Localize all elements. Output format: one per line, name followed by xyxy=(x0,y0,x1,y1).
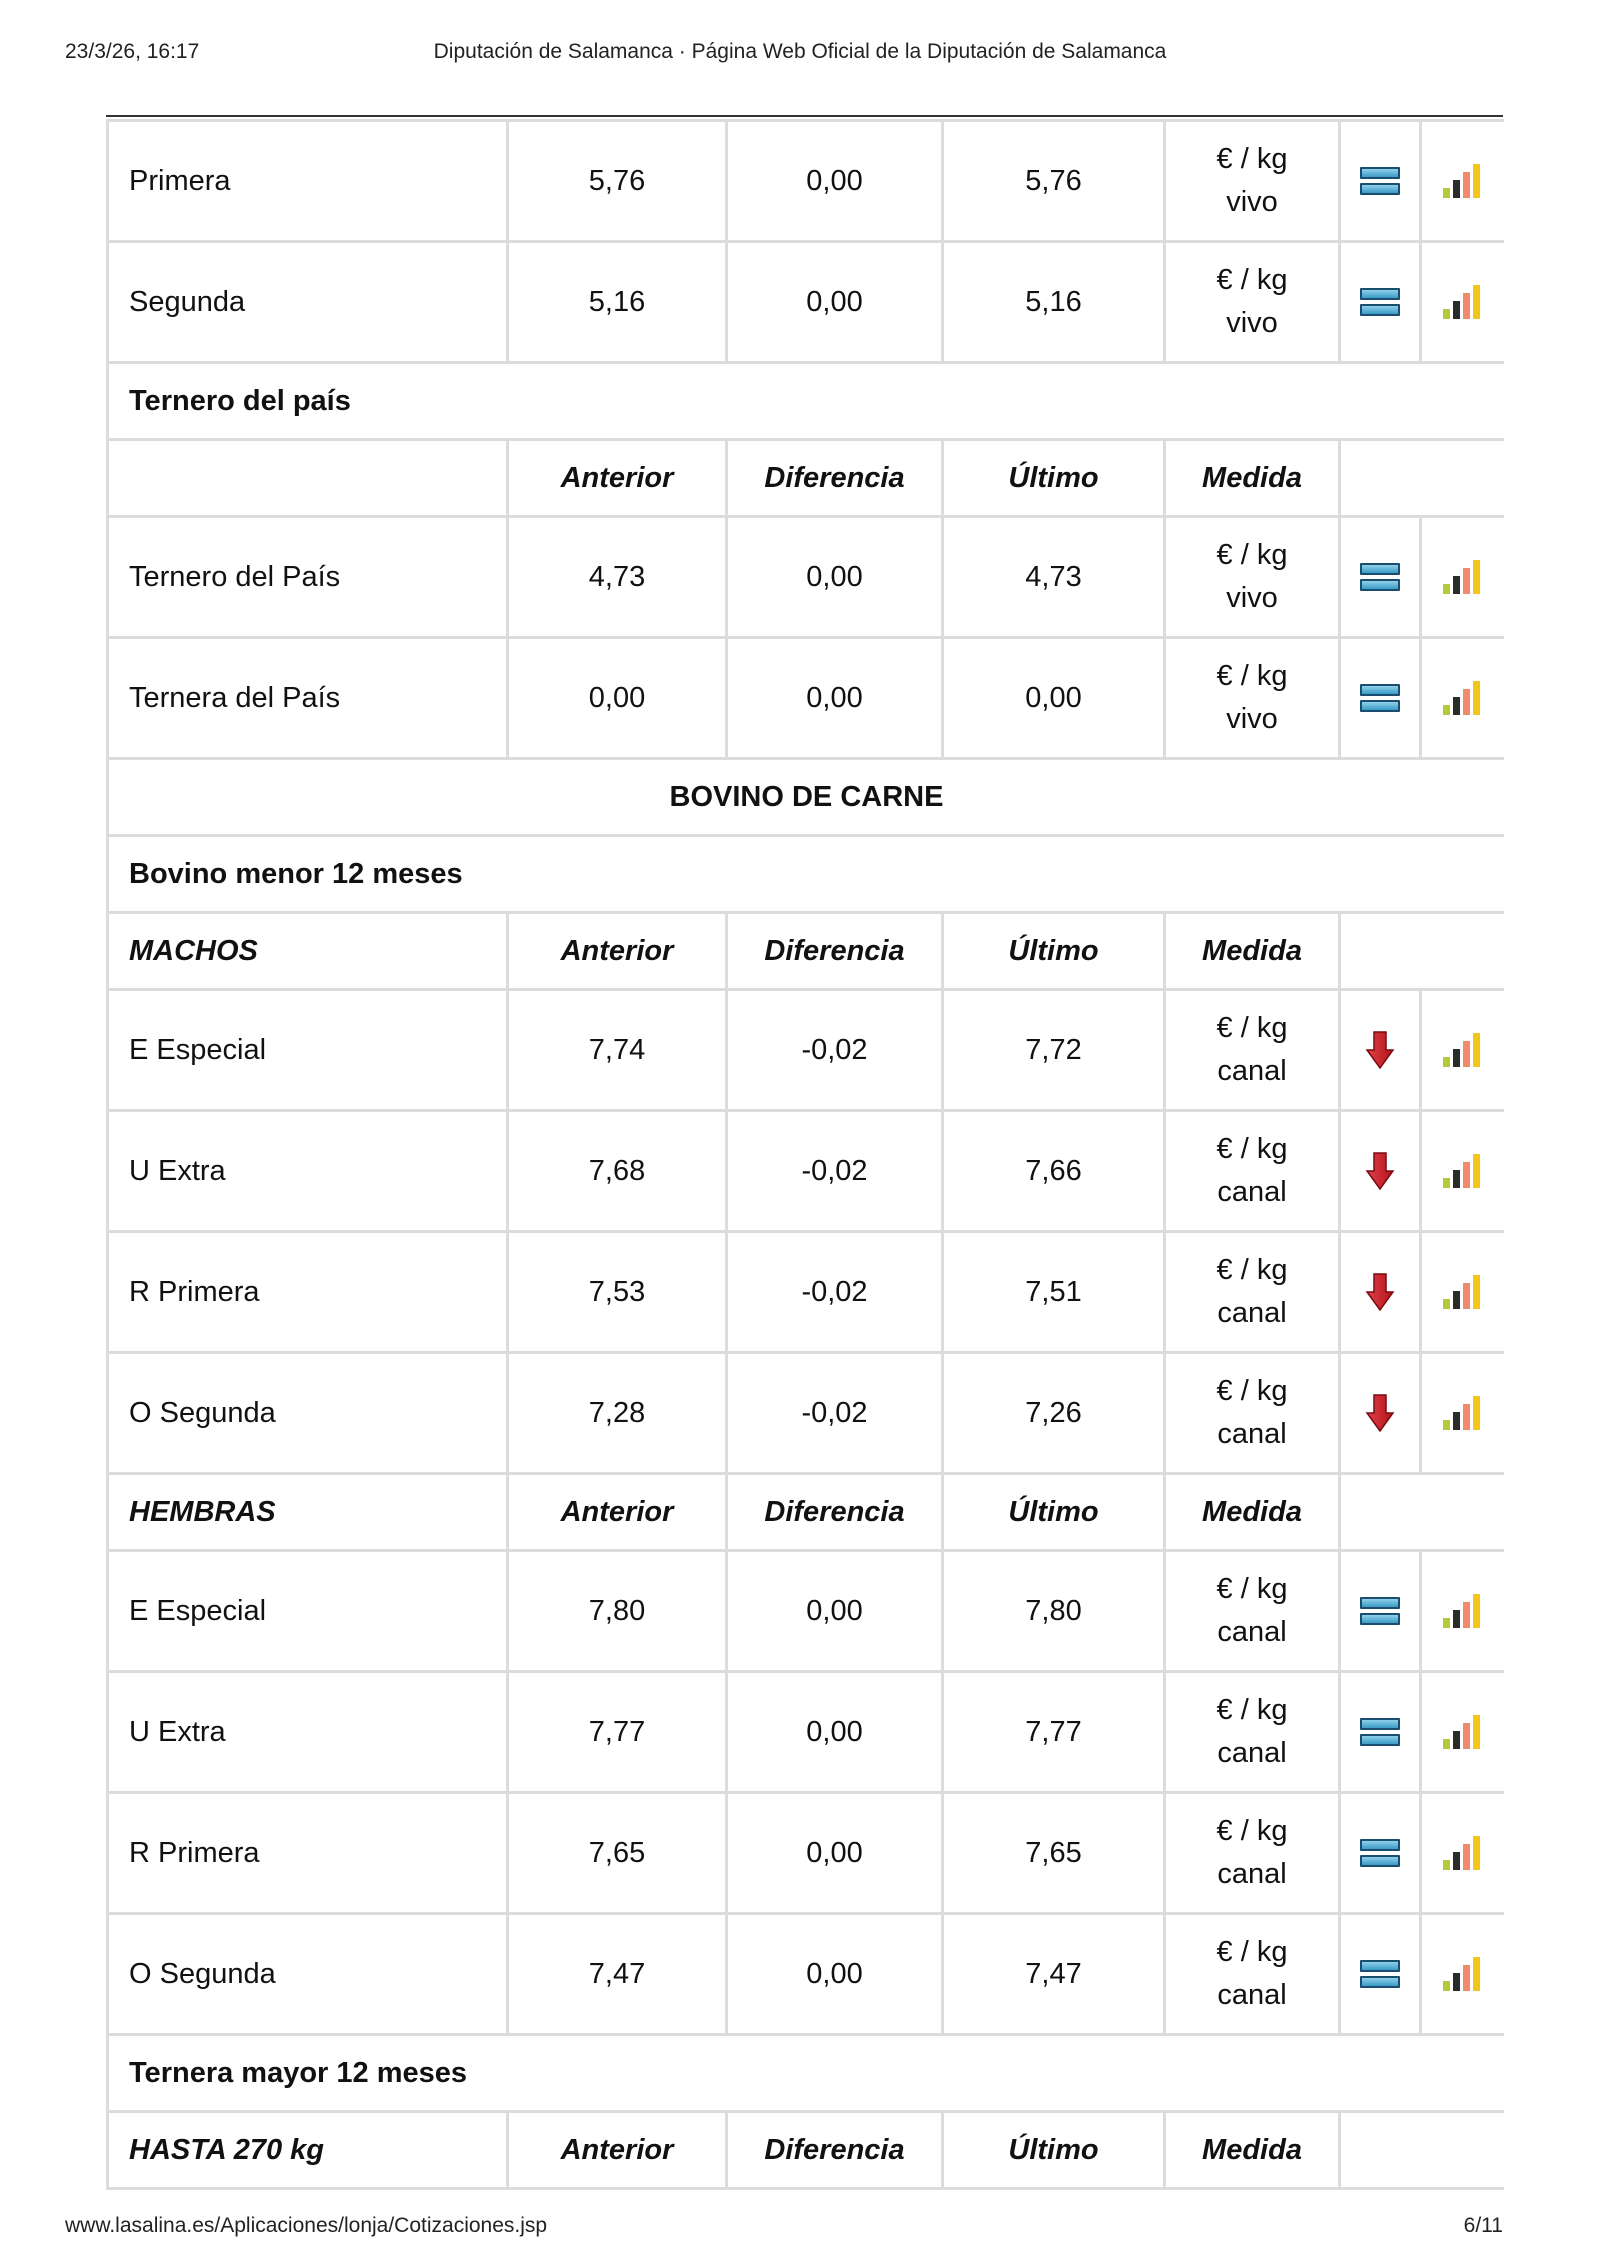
unit-of-measure xyxy=(1165,242,1340,363)
unit-of-measure xyxy=(1165,517,1340,638)
table-top-border xyxy=(106,115,1503,117)
group-label xyxy=(108,440,508,517)
price-row xyxy=(108,1793,1505,1914)
quotations-table-body xyxy=(108,121,1505,2189)
product-name: O Segunda xyxy=(108,1914,508,2035)
chart-link-cell[interactable] xyxy=(1421,638,1505,759)
latest-price: 5,76 xyxy=(943,121,1165,242)
product-name: Primera xyxy=(108,121,508,242)
product-name: E Especial xyxy=(108,1551,508,1672)
price-history-chart-icon[interactable] xyxy=(1441,1394,1485,1432)
section-row xyxy=(108,2035,1505,2112)
trend-cell xyxy=(1340,517,1421,638)
column-header-row xyxy=(108,913,1505,990)
price-difference: 0,00 xyxy=(727,242,943,363)
unit-currency: € / kg xyxy=(1216,1936,1288,1968)
price-difference: -0,02 xyxy=(727,1111,943,1232)
stable-trend-icon xyxy=(1360,1596,1400,1628)
unit-currency: € / kg xyxy=(1216,1012,1288,1044)
print-datetime: 23/3/26, 16:17 xyxy=(65,40,200,63)
price-row xyxy=(108,1672,1505,1793)
unit-of-measure xyxy=(1165,1111,1340,1232)
category-title: BOVINO DE CARNE xyxy=(108,759,1505,836)
trend-cell xyxy=(1340,638,1421,759)
price-difference: -0,02 xyxy=(727,1232,943,1353)
header-latest: Último xyxy=(943,1474,1165,1551)
price-history-chart-icon[interactable] xyxy=(1441,1031,1485,1069)
unit-basis: canal xyxy=(1217,1616,1287,1648)
price-history-chart-icon[interactable] xyxy=(1441,283,1485,321)
unit-basis: canal xyxy=(1217,1737,1287,1769)
product-name: R Primera xyxy=(108,1793,508,1914)
section-title: Bovino menor 12 meses xyxy=(108,836,1505,913)
stable-trend-icon xyxy=(1360,683,1400,715)
chart-link-cell[interactable] xyxy=(1421,1551,1505,1672)
unit-of-measure xyxy=(1165,1914,1340,2035)
stable-trend-icon xyxy=(1360,1838,1400,1870)
previous-price: 7,47 xyxy=(508,1914,727,2035)
unit-currency: € / kg xyxy=(1216,1133,1288,1165)
section-row xyxy=(108,836,1505,913)
latest-price: 7,65 xyxy=(943,1793,1165,1914)
chart-link-cell[interactable] xyxy=(1421,990,1505,1111)
header-difference: Diferencia xyxy=(727,1474,943,1551)
header-latest: Último xyxy=(943,913,1165,990)
down-arrow-icon xyxy=(1365,1030,1395,1070)
chart-link-cell[interactable] xyxy=(1421,121,1505,242)
chart-link-cell[interactable] xyxy=(1421,242,1505,363)
previous-price: 5,16 xyxy=(508,242,727,363)
group-label: HEMBRAS xyxy=(108,1474,508,1551)
price-history-chart-icon[interactable] xyxy=(1441,679,1485,717)
price-history-chart-icon[interactable] xyxy=(1441,162,1485,200)
quotations-table-container xyxy=(106,119,1504,2190)
trend-cell xyxy=(1340,1793,1421,1914)
price-row xyxy=(108,1353,1505,1474)
latest-price: 0,00 xyxy=(943,638,1165,759)
header-measure: Medida xyxy=(1165,913,1340,990)
column-header-row xyxy=(108,1474,1505,1551)
section-title: Ternero del país xyxy=(108,363,1505,440)
price-difference: 0,00 xyxy=(727,517,943,638)
print-header xyxy=(0,40,1600,70)
price-row xyxy=(108,1551,1505,1672)
quotations-table xyxy=(106,119,1504,2190)
product-name: Ternera del País xyxy=(108,638,508,759)
chart-link-cell[interactable] xyxy=(1421,1672,1505,1793)
chart-link-cell[interactable] xyxy=(1421,1232,1505,1353)
unit-basis: canal xyxy=(1217,1979,1287,2011)
header-empty xyxy=(1340,1474,1505,1551)
unit-basis: canal xyxy=(1217,1055,1287,1087)
trend-cell xyxy=(1340,1551,1421,1672)
header-empty xyxy=(1340,913,1505,990)
price-difference: 0,00 xyxy=(727,121,943,242)
chart-link-cell[interactable] xyxy=(1421,517,1505,638)
price-row xyxy=(108,242,1505,363)
unit-of-measure xyxy=(1165,1232,1340,1353)
chart-link-cell[interactable] xyxy=(1421,1793,1505,1914)
unit-currency: € / kg xyxy=(1216,143,1288,175)
unit-of-measure xyxy=(1165,121,1340,242)
price-row xyxy=(108,1914,1505,2035)
product-name: Ternero del País xyxy=(108,517,508,638)
previous-price: 7,74 xyxy=(508,990,727,1111)
previous-price: 4,73 xyxy=(508,517,727,638)
unit-basis: vivo xyxy=(1226,186,1278,218)
down-arrow-icon xyxy=(1365,1272,1395,1312)
product-name: O Segunda xyxy=(108,1353,508,1474)
header-measure: Medida xyxy=(1165,1474,1340,1551)
header-difference: Diferencia xyxy=(727,440,943,517)
header-measure: Medida xyxy=(1165,440,1340,517)
header-empty xyxy=(1340,2112,1505,2189)
header-empty xyxy=(1340,440,1505,517)
header-measure: Medida xyxy=(1165,2112,1340,2189)
header-difference: Diferencia xyxy=(727,2112,943,2189)
previous-price: 7,28 xyxy=(508,1353,727,1474)
header-latest: Último xyxy=(943,2112,1165,2189)
trend-cell xyxy=(1340,1111,1421,1232)
trend-cell xyxy=(1340,1232,1421,1353)
unit-basis: canal xyxy=(1217,1858,1287,1890)
latest-price: 5,16 xyxy=(943,242,1165,363)
trend-cell xyxy=(1340,121,1421,242)
price-history-chart-icon[interactable] xyxy=(1441,1152,1485,1190)
trend-cell xyxy=(1340,242,1421,363)
previous-price: 7,65 xyxy=(508,1793,727,1914)
price-difference: 0,00 xyxy=(727,1793,943,1914)
unit-of-measure xyxy=(1165,638,1340,759)
section-row xyxy=(108,363,1505,440)
unit-of-measure xyxy=(1165,1672,1340,1793)
stable-trend-icon xyxy=(1360,287,1400,319)
trend-cell xyxy=(1340,1914,1421,2035)
unit-currency: € / kg xyxy=(1216,1254,1288,1286)
unit-basis: vivo xyxy=(1226,703,1278,735)
price-row xyxy=(108,990,1505,1111)
price-difference: -0,02 xyxy=(727,1353,943,1474)
column-header-row xyxy=(108,440,1505,517)
chart-link-cell[interactable] xyxy=(1421,1353,1505,1474)
category-row xyxy=(108,759,1505,836)
header-previous: Anterior xyxy=(508,1474,727,1551)
latest-price: 7,26 xyxy=(943,1353,1165,1474)
section-title: Ternera mayor 12 meses xyxy=(108,2035,1505,2112)
stable-trend-icon xyxy=(1360,166,1400,198)
unit-currency: € / kg xyxy=(1216,1815,1288,1847)
product-name: Segunda xyxy=(108,242,508,363)
price-difference: 0,00 xyxy=(727,638,943,759)
print-footer xyxy=(0,2214,1600,2244)
unit-of-measure xyxy=(1165,1793,1340,1914)
price-difference: 0,00 xyxy=(727,1914,943,2035)
unit-currency: € / kg xyxy=(1216,1694,1288,1726)
latest-price: 7,47 xyxy=(943,1914,1165,2035)
unit-of-measure xyxy=(1165,1551,1340,1672)
print-url: www.lasalina.es/Aplicaciones/lonja/Cotizaciones.jsp xyxy=(65,2214,548,2237)
header-previous: Anterior xyxy=(508,2112,727,2189)
unit-currency: € / kg xyxy=(1216,1573,1288,1605)
stable-trend-icon xyxy=(1360,1959,1400,1991)
unit-currency: € / kg xyxy=(1216,1375,1288,1407)
trend-cell xyxy=(1340,1672,1421,1793)
trend-cell xyxy=(1340,990,1421,1111)
latest-price: 7,80 xyxy=(943,1551,1165,1672)
product-name: U Extra xyxy=(108,1672,508,1793)
unit-basis: vivo xyxy=(1226,307,1278,339)
previous-price: 7,68 xyxy=(508,1111,727,1232)
previous-price: 7,77 xyxy=(508,1672,727,1793)
stable-trend-icon xyxy=(1360,562,1400,594)
unit-currency: € / kg xyxy=(1216,264,1288,296)
price-difference: -0,02 xyxy=(727,990,943,1111)
unit-basis: canal xyxy=(1217,1297,1287,1329)
price-row xyxy=(108,1232,1505,1353)
stable-trend-icon xyxy=(1360,1717,1400,1749)
price-row xyxy=(108,121,1505,242)
latest-price: 7,66 xyxy=(943,1111,1165,1232)
price-history-chart-icon[interactable] xyxy=(1441,1273,1485,1311)
group-label: MACHOS xyxy=(108,913,508,990)
previous-price: 0,00 xyxy=(508,638,727,759)
price-history-chart-icon[interactable] xyxy=(1441,1713,1485,1751)
price-difference: 0,00 xyxy=(727,1551,943,1672)
unit-basis: canal xyxy=(1217,1418,1287,1450)
unit-currency: € / kg xyxy=(1216,539,1288,571)
unit-currency: € / kg xyxy=(1216,660,1288,692)
previous-price: 5,76 xyxy=(508,121,727,242)
header-previous: Anterior xyxy=(508,440,727,517)
trend-cell xyxy=(1340,1353,1421,1474)
product-name: E Especial xyxy=(108,990,508,1111)
group-label: HASTA 270 kg xyxy=(108,2112,508,2189)
header-previous: Anterior xyxy=(508,913,727,990)
price-row xyxy=(108,1111,1505,1232)
header-difference: Diferencia xyxy=(727,913,943,990)
price-row xyxy=(108,517,1505,638)
header-latest: Último xyxy=(943,440,1165,517)
chart-link-cell[interactable] xyxy=(1421,1914,1505,2035)
price-history-chart-icon[interactable] xyxy=(1441,1955,1485,1993)
chart-link-cell[interactable] xyxy=(1421,1111,1505,1232)
latest-price: 7,51 xyxy=(943,1232,1165,1353)
print-page-number: 6/11 xyxy=(1463,2214,1503,2237)
product-name: R Primera xyxy=(108,1232,508,1353)
previous-price: 7,53 xyxy=(508,1232,727,1353)
unit-of-measure xyxy=(1165,1353,1340,1474)
latest-price: 7,77 xyxy=(943,1672,1165,1793)
product-name: U Extra xyxy=(108,1111,508,1232)
unit-basis: canal xyxy=(1217,1176,1287,1208)
latest-price: 7,72 xyxy=(943,990,1165,1111)
latest-price: 4,73 xyxy=(943,517,1165,638)
previous-price: 7,80 xyxy=(508,1551,727,1672)
price-history-chart-icon[interactable] xyxy=(1441,1592,1485,1630)
column-header-row xyxy=(108,2112,1505,2189)
print-page-title: Diputación de Salamanca · Página Web Oficial de la Diputación de Salamanca xyxy=(433,40,1167,63)
down-arrow-icon xyxy=(1365,1393,1395,1433)
unit-of-measure xyxy=(1165,990,1340,1111)
price-row xyxy=(108,638,1505,759)
price-difference: 0,00 xyxy=(727,1672,943,1793)
price-history-chart-icon[interactable] xyxy=(1441,1834,1485,1872)
price-history-chart-icon[interactable] xyxy=(1441,558,1485,596)
down-arrow-icon xyxy=(1365,1151,1395,1191)
unit-basis: vivo xyxy=(1226,582,1278,614)
